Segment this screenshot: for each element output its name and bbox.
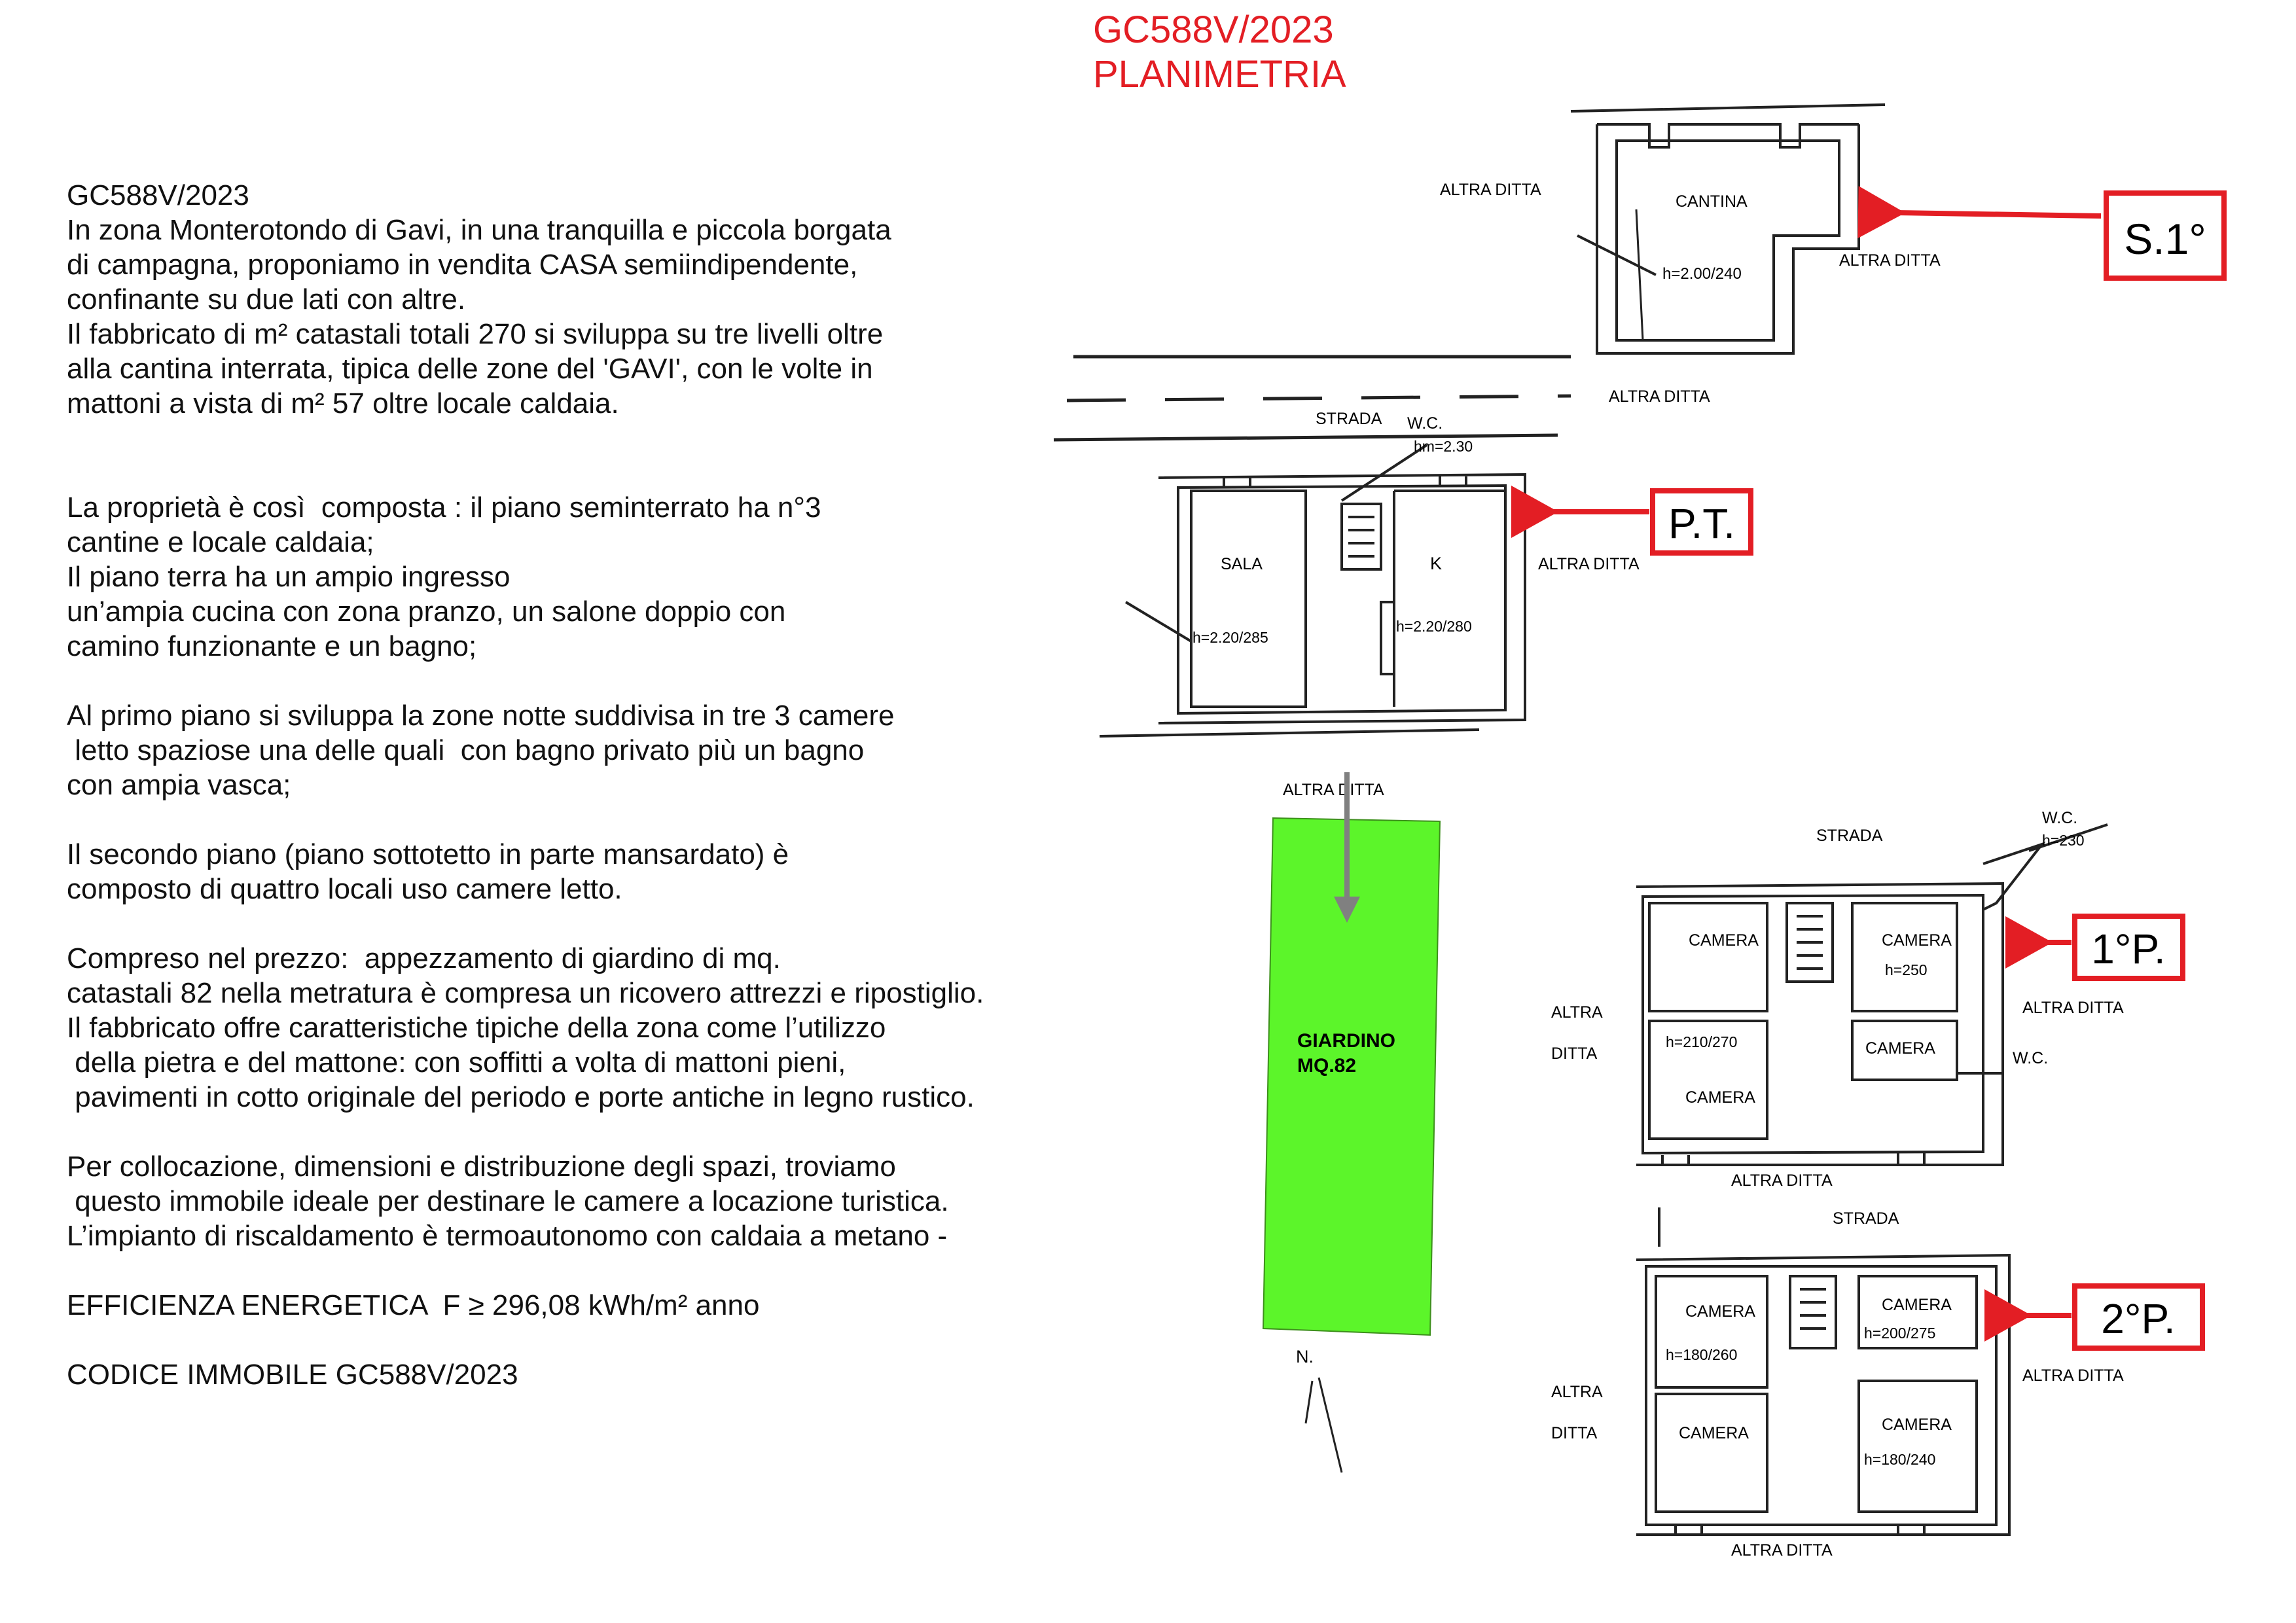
description-line: L’impianto di riscaldamento è termoautonomo con caldaia a metano - [67, 1220, 948, 1252]
description-line: Il secondo piano (piano sottotetto in parte mansardato) è [67, 838, 789, 870]
description-line: Il piano terra ha un ampio ingresso [67, 561, 511, 593]
garden-label-2: MQ.82 [1297, 1055, 1357, 1077]
p2-room-2-height: h=200/275 [1864, 1325, 1936, 1342]
pt-wc-label: W.C. [1407, 414, 1443, 433]
p2-room-2: CAMERA [1882, 1296, 1952, 1314]
pt-road-label: STRADA [1316, 410, 1382, 428]
p1-wc-top-height: h=230 [2042, 832, 2085, 849]
level-tag-pt-label: P.T. [1668, 500, 1735, 547]
s1-left-label: ALTRA DITTA [1440, 181, 1541, 199]
garden-top-label: ALTRA DITTA [1283, 781, 1384, 799]
second-floor-plan [1636, 1207, 2009, 1535]
description-line: Il fabbricato offre caratteristiche tipiche della zona come l’utilizzo [67, 1012, 886, 1044]
pt-sala-height: h=2.20/285 [1193, 629, 1268, 646]
description-line: confinante su due lati con altre. [67, 283, 466, 315]
description-line: Al primo piano si sviluppa la zone notte suddivisa in tre 3 camere [67, 700, 895, 732]
description-line: In zona Monterotondo di Gavi, in una tranquilla e piccola borgata [67, 214, 891, 246]
description-line: con ampia vasca; [67, 769, 291, 801]
level-tag-p1-label: 1°P. [2091, 925, 2166, 972]
p1-room-3: CAMERA [1685, 1088, 1755, 1107]
description-line: mattoni a vista di m² 57 oltre locale caldaia. [67, 387, 619, 419]
description-line: camino funzionante e un bagno; [67, 630, 477, 662]
garden-area [1263, 818, 1440, 1335]
north-arrow-icon [1306, 1378, 1342, 1472]
description-line: La proprietà è così composta : il piano seminterrato ha n°3 [67, 491, 821, 524]
s1-height-label: h=2.00/240 [1662, 265, 1742, 283]
p2-road-label: STRADA [1833, 1209, 1899, 1228]
p1-wc-label: W.C. [2013, 1049, 2049, 1067]
header-title: PLANIMETRIA [1093, 53, 1346, 96]
p2-right-label: ALTRA DITTA [2022, 1366, 2124, 1385]
s1-bottom-label: ALTRA DITTA [1609, 387, 1710, 406]
p2-left-label-2: DITTA [1551, 1424, 1598, 1442]
garden-label-1: GIARDINO [1297, 1030, 1395, 1052]
description-line: pavimenti in cotto originale del periodo e porte antiche in legno rustico. [67, 1081, 975, 1113]
p2-bottom-label: ALTRA DITTA [1731, 1541, 1833, 1560]
level-tag-p1 [2042, 916, 2183, 978]
pt-right-label: ALTRA DITTA [1538, 555, 1640, 573]
p1-road-label: STRADA [1816, 827, 1883, 845]
p1-bottom-label: ALTRA DITTA [1731, 1171, 1833, 1190]
description-line: Il fabbricato di m² catastali totali 270 si sviluppa su tre livelli oltre [67, 318, 884, 350]
description-line: cantine e locale caldaia; [67, 526, 374, 558]
pt-k-label: K [1430, 554, 1443, 573]
description-line: Compreso nel prezzo: appezzamento di giardino di mq. [67, 942, 781, 974]
description-line: alla cantina interrata, tipica delle zone del 'GAVI', con le volte in [67, 353, 873, 385]
p2-room-4: CAMERA [1882, 1416, 1952, 1434]
description-line: letto spaziose una delle quali con bagno privato più un bagno [67, 734, 865, 766]
description-line: composto di quattro locali uso camere letto. [67, 873, 622, 905]
level-tag-p2 [2021, 1286, 2202, 1348]
description-line: un’ampia cucina con zona pranzo, un salone doppio con [67, 596, 786, 628]
description-line: EFFICIENZA ENERGETICA F ≥ 296,08 kWh/m² anno [67, 1289, 760, 1321]
description-line: Per collocazione, dimensioni e distribuzione degli spazi, troviamo [67, 1150, 896, 1183]
p1-room-3-height: h=210/270 [1666, 1033, 1738, 1050]
north-label: N. [1296, 1347, 1314, 1366]
level-tag-s1 [1895, 193, 2224, 278]
pt-sala-label: SALA [1221, 555, 1263, 573]
p2-room-1-height: h=180/260 [1666, 1346, 1738, 1363]
description-line: catastali 82 nella metratura è compresa un ricovero attrezzi e ripostiglio. [67, 977, 984, 1009]
p2-room-4-height: h=180/240 [1864, 1451, 1936, 1468]
level-tag-s1-label: S.1° [2124, 215, 2206, 263]
first-floor-plan [1636, 825, 2108, 1165]
level-tag-p2-label: 2°P. [2101, 1295, 2176, 1342]
description-line: questo immobile ideale per destinare le camere a locazione turistica. [67, 1185, 949, 1217]
p1-room-4: CAMERA [1865, 1039, 1935, 1058]
description-line: GC588V/2023 [67, 179, 249, 211]
p1-wc-top-label: W.C. [2042, 809, 2078, 827]
ground-floor-plan [1100, 445, 1525, 736]
road-lines [1054, 357, 1571, 440]
basement-plan [1571, 105, 1885, 353]
p1-room-1: CAMERA [1689, 931, 1759, 950]
p1-room-2: CAMERA [1882, 931, 1952, 950]
s1-room-label: CANTINA [1676, 192, 1748, 211]
p1-room-2-height: h=250 [1885, 961, 1928, 978]
level-tag-pt [1548, 491, 1751, 553]
pt-wc-height: hm=2.30 [1414, 438, 1473, 455]
p1-left-label-2: DITTA [1551, 1044, 1598, 1063]
description-line: di campagna, proponiamo in vendita CASA semiindipendente, [67, 249, 858, 281]
description-line: CODICE IMMOBILE GC588V/2023 [67, 1359, 518, 1391]
p2-room-3: CAMERA [1679, 1424, 1749, 1442]
s1-right-label: ALTRA DITTA [1839, 251, 1941, 270]
header-code: GC588V/2023 [1093, 9, 1334, 51]
pt-k-height: h=2.20/280 [1396, 618, 1472, 635]
description-line: della pietra e del mattone: con soffitti a volta di mattoni pieni, [67, 1046, 846, 1079]
p1-right-label: ALTRA DITTA [2022, 999, 2124, 1017]
p1-left-label-1: ALTRA [1551, 1003, 1603, 1022]
p2-room-1: CAMERA [1685, 1302, 1755, 1321]
p2-left-label-1: ALTRA [1551, 1383, 1603, 1401]
